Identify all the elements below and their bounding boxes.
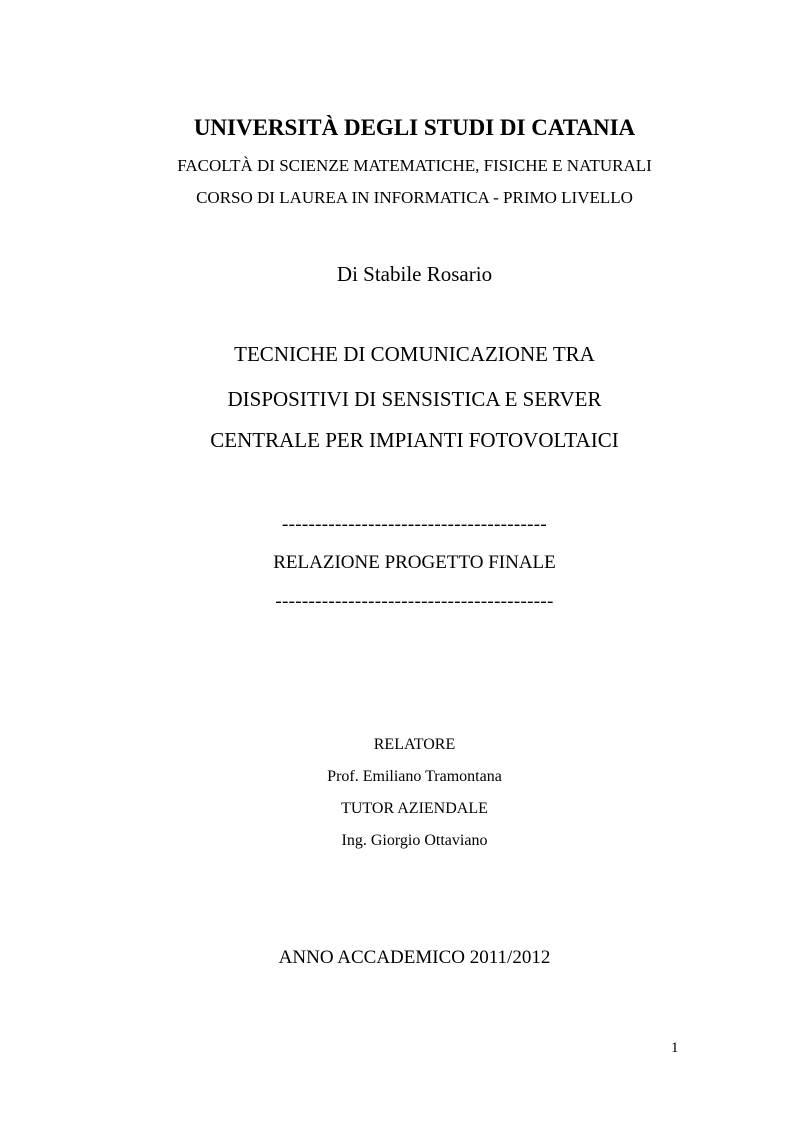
faculty-name: FACOLTÀ DI SCIENZE MATEMATICHE, FISICHE E NATURALI [177, 156, 652, 175]
university-name: UNIVERSITÀ DEGLI STUDI DI CATANIA [193, 115, 636, 140]
tutor-name: Ing. Giorgio Ottaviano [341, 832, 488, 849]
course-name: CORSO DI LAUREA IN INFORMATICA - PRIMO LIVELLO [196, 188, 633, 207]
project-label: RELAZIONE PROGETTO FINALE [273, 552, 556, 573]
tutor-label: TUTOR AZIENDALE [341, 800, 488, 817]
page-number: 1 [671, 1040, 679, 1056]
separator-top: ---------------------------------------- [281, 514, 548, 535]
academic-year: ANNO ACCADEMICO 2011/2012 [278, 947, 551, 968]
author-name: Di Stabile Rosario [336, 262, 493, 286]
separator-bottom: ------------------------------------------ [275, 591, 554, 612]
thesis-title-line-2: DISPOSITIVI DI SENSISTICA E SERVER [227, 387, 602, 411]
thesis-title-line-3: CENTRALE PER IMPIANTI FOTOVOLTAICI [210, 428, 619, 452]
thesis-title-line-1: TECNICHE DI COMUNICAZIONE TRA [234, 342, 595, 366]
supervisor-name: Prof. Emiliano Tramontana [327, 768, 502, 785]
supervisor-label: RELATORE [373, 736, 456, 753]
